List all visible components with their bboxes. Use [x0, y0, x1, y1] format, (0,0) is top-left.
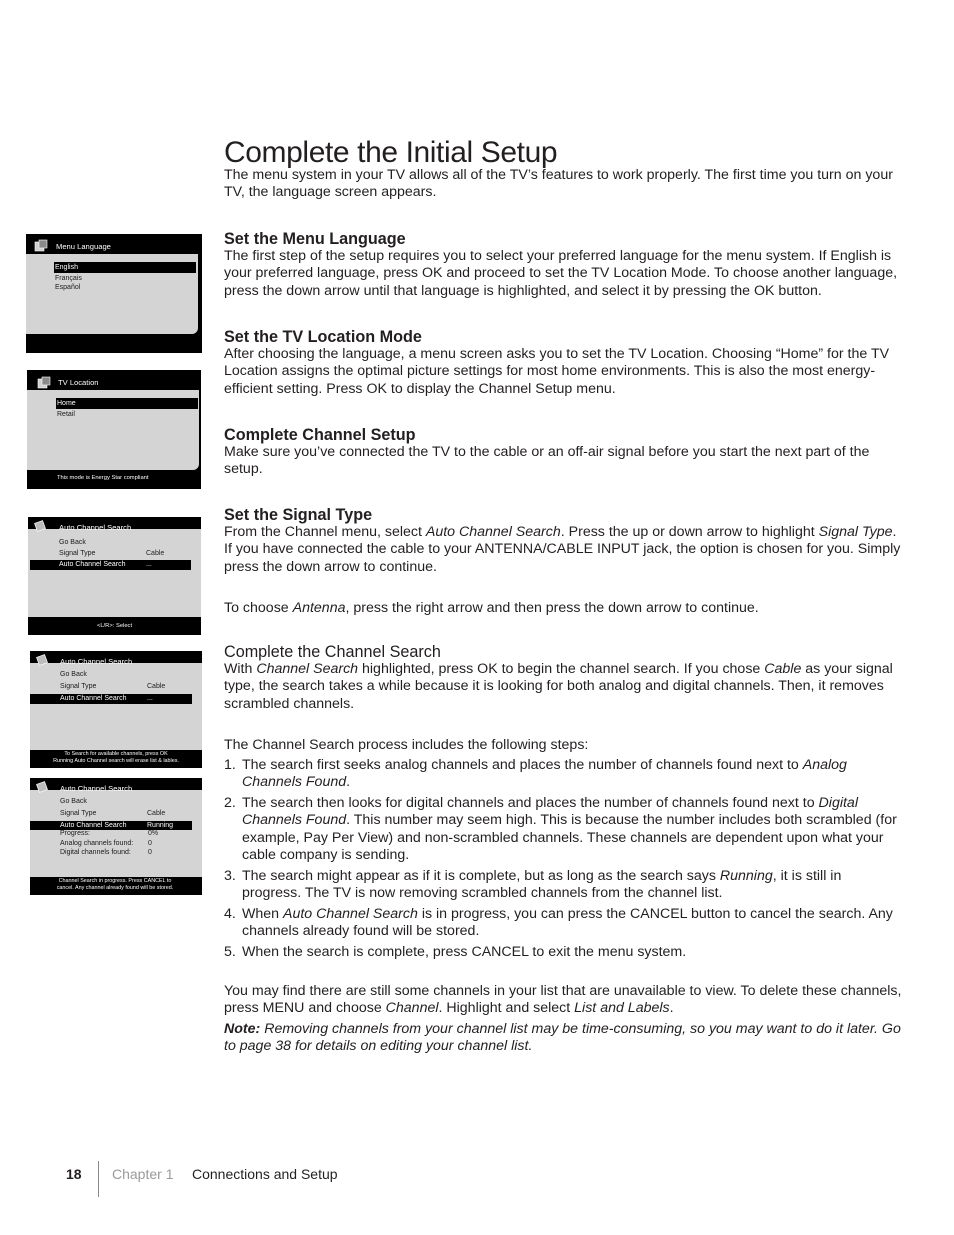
progress-label: Progress: — [60, 830, 90, 837]
option-label: Auto Channel Search — [59, 561, 126, 568]
screen-title: Auto Channel Search — [60, 784, 133, 793]
option-value: ... — [147, 695, 153, 702]
energy-star-note: This mode is Energy Star compliant — [57, 475, 149, 481]
heading-signal-type: Set the Signal Type — [224, 506, 373, 524]
note-text: Removing channels from your channel list may be time-consuming, so you may want to do it later. Go to page 38 for details on editing your channel list. — [224, 1021, 901, 1055]
heading-channel-setup: Complete Channel Setup — [224, 426, 416, 444]
search-hint — [30, 751, 202, 764]
text-run: , press the right arrow and then press the down arrow to continue. — [345, 600, 759, 616]
option-signal-type[interactable]: Signal Type — [60, 810, 97, 817]
list-item — [224, 868, 904, 903]
text-run-italic: Auto Channel Search — [283, 905, 418, 922]
option-value: ... — [146, 561, 152, 568]
heading-channel-search: Complete the Channel Search — [224, 643, 441, 661]
text-run: , it is still in progress. The TV is now removing scrambled channels from the channel list. — [242, 867, 842, 901]
steps-intro: The Channel Search process includes the following steps: — [224, 737, 589, 753]
text-run-italic: Analog Channels Found — [242, 757, 847, 791]
screen-search-running — [30, 778, 202, 895]
text-run-italic: Cable — [764, 661, 802, 677]
text-run: . — [346, 774, 351, 791]
channel-icon — [34, 520, 46, 532]
page-title: Complete the Initial Setup — [224, 136, 558, 169]
text-run-italic: Antenna — [292, 600, 346, 616]
text-run: . — [669, 1000, 674, 1017]
text-run: . If you have connected the cable to your ANTENNA/CABLE INPUT jack, the option is chosen for you. Simply press the down arrow to continue. — [224, 524, 901, 575]
text-run: as your signal type, the search takes a while because it is looking for both analog and digital channels. Then, it removes scrambled channels. — [224, 661, 893, 712]
text-run: You may find there are still some channels in your list that are unavailable to view. To delete these channels, press MENU and choose — [224, 983, 902, 1017]
option-signal-type[interactable]: Signal Type — [60, 683, 97, 690]
list-item — [224, 757, 904, 792]
step-number: 1. — [224, 757, 236, 773]
text-run-italic: Channel Search — [256, 661, 359, 677]
hint-line: Channel Search in progress. Press CANCEL to — [58, 878, 172, 884]
option-go-back[interactable]: Go Back — [60, 798, 87, 805]
screen-title: TV Location — [58, 378, 99, 387]
text-run: When the search is complete, press CANCEL to exit the menu system. — [242, 943, 687, 960]
screen-signal-type — [28, 517, 201, 635]
location-mode-body: After choosing the language, a menu screen asks you to set the TV Location. Choosing “Home” for the TV Location assigns the optimal picture settings for most home environments. This is also the most energy-efficient setting. Press OK to display the Channel Setup menu. — [224, 346, 890, 397]
text-run: When — [242, 905, 284, 922]
note-paragraph — [224, 1021, 904, 1056]
text-run: The search first seeks analog channels and places the number of channels found next to — [242, 757, 803, 773]
text-run: highlighted, press OK to begin the channel search. If you chose — [358, 661, 765, 677]
chapter-label: Chapter 1 — [112, 1166, 174, 1182]
channel-icon — [36, 654, 48, 666]
list-item — [224, 795, 904, 864]
text-run: is in progress, you can press the CANCEL button to cancel the search. Any channels already found will be stored. — [242, 905, 893, 939]
heading-menu-language: Set the Menu Language — [224, 230, 406, 248]
progress-value: 0% — [148, 830, 159, 837]
hint-line: Running Auto Channel search will erase list & lables. — [53, 757, 179, 764]
digital-found-label: Digital channels found: — [60, 849, 131, 856]
hint-line: cancel. Any channel already found will be stored. — [56, 884, 174, 891]
step-number: 4. — [224, 905, 236, 922]
steps-list — [224, 757, 904, 964]
hint-line: To Search for available channels, press OK — [64, 751, 168, 757]
signal-type-value: Cable — [147, 810, 166, 817]
option-value: Running — [147, 822, 174, 829]
option-label: Auto Channel Search — [60, 695, 127, 702]
option-auto-channel-search[interactable] — [30, 694, 192, 704]
signal-type-paragraph-2 — [224, 600, 904, 617]
progress-hint — [30, 878, 200, 891]
option-english[interactable]: English — [54, 262, 196, 273]
menu-language-body: The first step of the setup requires you to select your preferred language for the menu system. If English is your preferred language, press OK and proceed to set the TV Location Mode. To choose another language, press the down arrow until that language is highlighted, and select it by pressing the OK button. — [224, 248, 898, 299]
select-hint: <L/R>: Select — [96, 623, 133, 629]
screen-title: Menu Language — [56, 242, 111, 251]
text-run-italic: Auto Channel Search — [425, 524, 561, 540]
text-run: . This number may seem high. This is because the number includes both scrambled (for example, Pay Per View) and non-scrambled channels. These channels are dependent upon what your cable company is sending. — [242, 812, 897, 863]
text-run: From the Channel menu, select — [224, 524, 426, 540]
text-run-italic: Channel — [385, 1000, 439, 1017]
analog-found-value: 0 — [148, 840, 152, 847]
option-home[interactable]: Home — [56, 398, 198, 409]
chapter-name: Connections and Setup — [192, 1166, 338, 1182]
step-number: 3. — [224, 867, 236, 884]
text-run-italic: Signal Type — [818, 524, 893, 540]
text-run-italic: Running — [719, 867, 773, 884]
signal-type-value: Cable — [147, 683, 166, 690]
screen-menu-language — [26, 234, 202, 353]
option-espanol[interactable]: Español — [55, 284, 81, 291]
intro-paragraph: The menu system in your TV allows all of the TV’s features to work properly. The first time you turn on your TV, the language screen appears. — [224, 167, 893, 201]
option-label: Auto Channel Search — [60, 822, 127, 829]
text-run: . Highlight and select — [438, 1000, 575, 1017]
note-label: Note: — [224, 1021, 261, 1037]
closing-paragraph — [224, 983, 904, 1018]
screen-tv-location — [27, 370, 201, 489]
screen-title: Auto Channel Search — [59, 523, 132, 532]
option-go-back[interactable]: Go Back — [60, 671, 87, 678]
location-icon — [37, 376, 51, 390]
text-run: To choose — [224, 600, 293, 616]
text-run: The search then looks for digital channels and places the number of channels found next to — [242, 794, 819, 811]
option-go-back[interactable]: Go Back — [59, 539, 86, 546]
option-signal-type[interactable]: Signal Type — [59, 550, 96, 557]
menu-language-icon — [34, 239, 48, 253]
heading-location-mode: Set the TV Location Mode — [224, 328, 422, 346]
text-run: The search might appear as if it is complete, but as long as the search says — [242, 867, 720, 884]
screen-search-start — [30, 651, 202, 768]
footer-divider — [98, 1161, 99, 1197]
channel-search-paragraph — [224, 661, 904, 713]
text-run: . Press the up or down arrow to highlight — [560, 524, 819, 540]
signal-type-paragraph-1 — [224, 524, 904, 576]
list-item — [224, 944, 904, 961]
analog-found-label: Analog channels found: — [60, 840, 134, 847]
digital-found-value: 0 — [148, 849, 152, 856]
option-retail[interactable]: Retail — [57, 411, 75, 418]
channel-setup-body: Make sure you’ve connected the TV to the cable or an off-air signal before you start the next part of the setup. — [224, 444, 870, 478]
step-number: 2. — [224, 794, 236, 811]
text-run-italic: List and Labels — [574, 1000, 670, 1017]
text-run: With — [224, 661, 257, 677]
text-run-italic: Digital Channels Found — [242, 794, 858, 829]
page-number: 18 — [66, 1166, 82, 1182]
signal-type-value: Cable — [146, 550, 165, 557]
option-francais[interactable]: Français — [55, 275, 82, 282]
option-auto-channel-search[interactable] — [30, 821, 192, 830]
channel-icon — [36, 781, 48, 793]
screen-title: Auto Channel Search — [60, 657, 133, 666]
step-number: 5. — [224, 943, 236, 960]
list-item — [224, 906, 904, 941]
option-auto-channel-search[interactable] — [30, 560, 191, 570]
